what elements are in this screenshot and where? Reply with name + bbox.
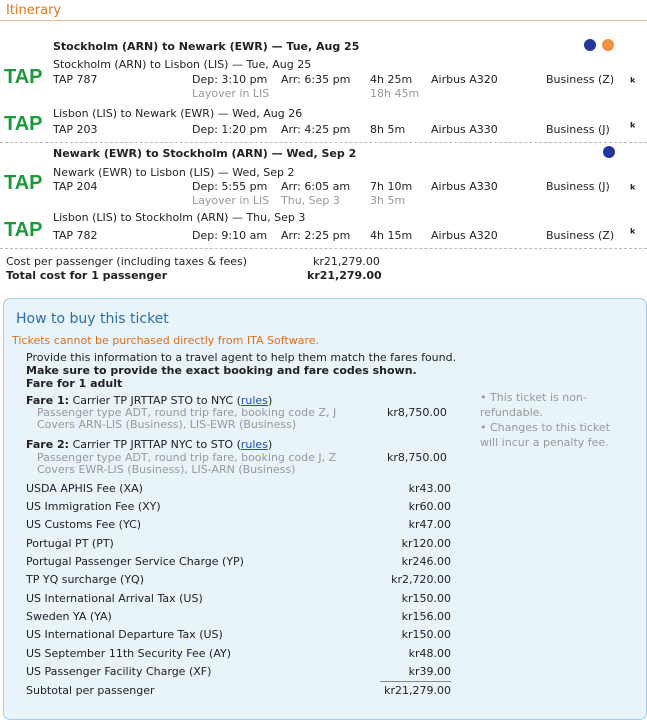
flight-duration: 4h 25m bbox=[370, 73, 413, 86]
aircraft: Airbus A320 bbox=[431, 73, 498, 86]
fare-close: ) bbox=[267, 394, 273, 407]
how-to-buy-title: How to buy this ticket bbox=[16, 311, 169, 327]
flight-number: TAP 203 bbox=[53, 123, 98, 136]
cost-per-passenger-label: Cost per passenger (including taxes & fees) bbox=[6, 255, 248, 268]
overnight-icon bbox=[602, 39, 614, 51]
airline-logo: TAP bbox=[4, 172, 43, 194]
flight-duration: 8h 5m bbox=[370, 123, 406, 136]
layover-time: 18h 45m bbox=[370, 87, 420, 100]
fee-label: US September 11th Security Fee (AY) bbox=[26, 647, 232, 660]
fee-label: USDA APHIS Fee (XA) bbox=[26, 482, 143, 495]
layover-time: 3h 5m bbox=[370, 194, 406, 207]
fare-rules-link[interactable]: rules bbox=[240, 438, 268, 451]
fee-amount: kr43.00 bbox=[408, 482, 451, 495]
fare-line bbox=[26, 438, 272, 451]
fare-detail: Passenger type ADT, round trip fare, booking code J, Z bbox=[37, 451, 337, 464]
cabin-class: Business (Z) bbox=[546, 73, 615, 86]
meal-icon: ᵏ bbox=[630, 76, 637, 91]
itinerary-header bbox=[0, 0, 647, 21]
layover-date: Thu, Sep 3 bbox=[281, 194, 340, 207]
subtotal-value: kr21,279.00 bbox=[384, 684, 451, 697]
flight-route: Lisbon (LIS) to Newark (EWR) — Wed, Aug 26 bbox=[53, 107, 303, 120]
fare-label: Fare 1: bbox=[26, 394, 70, 407]
agent-instructions: Provide this information to a travel agent to help them match the fares found. bbox=[26, 351, 457, 364]
arrival-time: Arr: 4:25 pm bbox=[281, 123, 351, 136]
fare-for-label: Fare for 1 adult bbox=[26, 377, 123, 390]
fee-label: TP YQ surcharge (YQ) bbox=[26, 573, 145, 586]
journey-divider bbox=[0, 142, 647, 143]
fare-amount: kr8,750.00 bbox=[387, 406, 447, 419]
meal-icon: ᵏ bbox=[630, 121, 637, 136]
note-text: Changes to this ticket will incur a penalty fee. bbox=[480, 421, 610, 449]
purchase-warning: Tickets cannot be purchased directly from ITA Software. bbox=[12, 334, 319, 347]
fare-amount: kr8,750.00 bbox=[387, 451, 447, 464]
fare-detail: Passenger type ADT, round trip fare, booking code Z, J bbox=[37, 406, 337, 419]
fee-label: US International Arrival Tax (US) bbox=[26, 592, 203, 605]
cost-divider bbox=[0, 248, 647, 249]
fare-coverage: Covers EWR-LIS (Business), LIS-ARN (Business) bbox=[37, 463, 296, 476]
flight-number: TAP 204 bbox=[53, 180, 98, 193]
flight-number: TAP 787 bbox=[53, 73, 98, 86]
fee-amount: kr150.00 bbox=[401, 628, 451, 641]
fare-coverage: Covers ARN-LIS (Business), LIS-EWR (Business) bbox=[37, 418, 297, 431]
journey-title: Stockholm (ARN) to Newark (EWR) — Tue, Aug 25 bbox=[53, 40, 360, 53]
aircraft: Airbus A320 bbox=[431, 229, 498, 242]
fare-text: Carrier TP JRTTAP STO to NYC ( bbox=[72, 394, 241, 407]
arrival-time: Arr: 6:05 am bbox=[281, 180, 351, 193]
fee-amount: kr60.00 bbox=[408, 500, 451, 513]
subtotal-rule bbox=[380, 681, 451, 682]
departure-time: Dep: 9:10 am bbox=[192, 229, 268, 242]
total-cost-label: Total cost for 1 passenger bbox=[6, 269, 168, 282]
fee-label: US International Departure Tax (US) bbox=[26, 628, 223, 641]
aircraft: Airbus A330 bbox=[431, 180, 498, 193]
meal-icon: ᵏ bbox=[630, 227, 637, 242]
fee-amount: kr120.00 bbox=[401, 537, 451, 550]
fee-amount: kr39.00 bbox=[408, 665, 451, 678]
fee-amount: kr48.00 bbox=[408, 647, 451, 660]
fee-label: US Customs Fee (YC) bbox=[26, 518, 142, 531]
fee-amount: kr2,720.00 bbox=[391, 573, 451, 586]
tap-logo-icon bbox=[4, 170, 43, 194]
journey-title: Newark (EWR) to Stockholm (ARN) — Wed, Sep 2 bbox=[53, 147, 357, 160]
airline-logo: TAP bbox=[4, 113, 43, 135]
departure-time: Dep: 5:55 pm bbox=[192, 180, 268, 193]
fare-rules-link[interactable]: rules bbox=[240, 394, 268, 407]
departure-time: Dep: 1:20 pm bbox=[192, 123, 268, 136]
cost-per-passenger-value: kr21,279.00 bbox=[313, 255, 380, 268]
fee-label: Sweden YA (YA) bbox=[26, 610, 112, 623]
flight-duration: 4h 15m bbox=[370, 229, 413, 242]
layover-label: Layover in LIS bbox=[192, 194, 270, 207]
subtotal-label: Subtotal per passenger bbox=[26, 684, 155, 697]
ticket-notes bbox=[480, 390, 630, 450]
flight-route: Stockholm (ARN) to Lisbon (LIS) — Tue, Aug 25 bbox=[53, 58, 312, 71]
itinerary-title: Itinerary bbox=[6, 3, 62, 18]
night-flight-icon bbox=[584, 39, 596, 51]
flight-number: TAP 782 bbox=[53, 229, 98, 242]
fee-amount: kr156.00 bbox=[401, 610, 451, 623]
flight-route: Lisbon (LIS) to Stockholm (ARN) — Thu, Sep 3 bbox=[53, 211, 306, 224]
arrival-time: Arr: 6:35 pm bbox=[281, 73, 351, 86]
note-item: • This ticket is non-refundable. bbox=[480, 391, 587, 419]
total-cost-value: kr21,279.00 bbox=[307, 269, 382, 282]
fee-label: US Immigration Fee (XY) bbox=[26, 500, 161, 513]
layover-label: Layover in LIS bbox=[192, 87, 270, 100]
tap-logo-icon bbox=[4, 217, 43, 241]
tap-logo-icon bbox=[4, 64, 43, 88]
cabin-class: Business (J) bbox=[546, 123, 610, 136]
arrival-time: Arr: 2:25 pm bbox=[281, 229, 351, 242]
note-text: This ticket is non-refundable. bbox=[480, 391, 587, 419]
tap-logo-icon bbox=[4, 111, 43, 135]
airline-logo: TAP bbox=[4, 219, 43, 241]
departure-time: Dep: 3:10 pm bbox=[192, 73, 268, 86]
airline-logo: TAP bbox=[4, 66, 43, 88]
note-item: • Changes to this ticket will incur a penalty fee. bbox=[480, 421, 610, 449]
fee-amount: kr150.00 bbox=[401, 592, 451, 605]
fare-text: Carrier TP JRTTAP NYC to STO ( bbox=[72, 438, 241, 451]
flight-route: Newark (EWR) to Lisbon (LIS) — Wed, Sep 2 bbox=[53, 166, 295, 179]
fee-label: Portugal Passenger Service Charge (YP) bbox=[26, 555, 244, 568]
fee-label: US Passenger Facility Charge (XF) bbox=[26, 665, 212, 678]
fee-amount: kr47.00 bbox=[408, 518, 451, 531]
flight-duration: 7h 10m bbox=[370, 180, 413, 193]
fare-label: Fare 2: bbox=[26, 438, 70, 451]
meal-icon: ᵏ bbox=[630, 183, 637, 198]
fee-amount: kr246.00 bbox=[401, 555, 451, 568]
booking-codes-note: Make sure to provide the exact booking and fare codes shown. bbox=[26, 364, 417, 377]
fee-label: Portugal PT (PT) bbox=[26, 537, 114, 550]
cabin-class: Business (Z) bbox=[546, 229, 615, 242]
night-flight-icon bbox=[603, 146, 615, 158]
cabin-class: Business (J) bbox=[546, 180, 610, 193]
fare-close: ) bbox=[267, 438, 273, 451]
aircraft: Airbus A330 bbox=[431, 123, 498, 136]
